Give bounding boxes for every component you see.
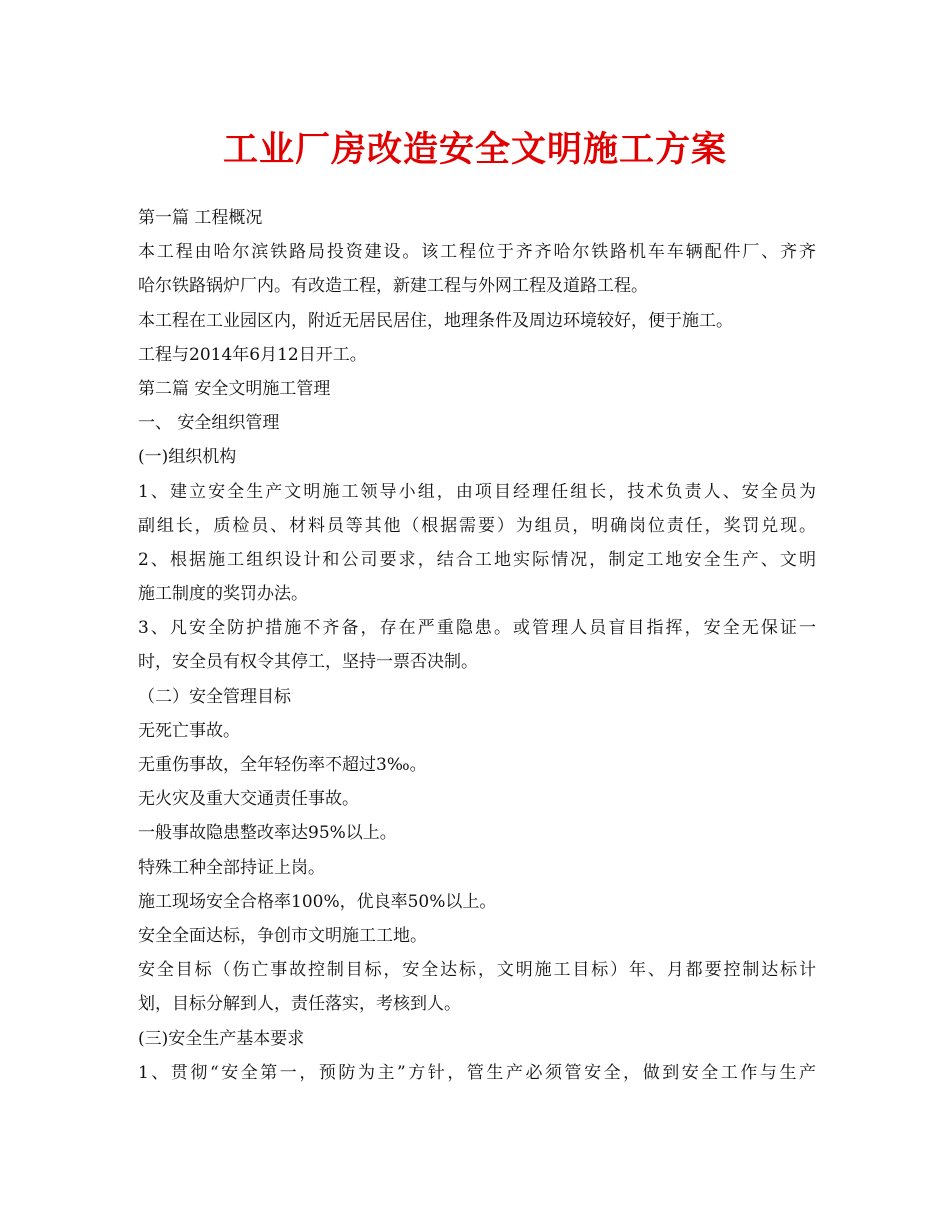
paragraph-line: 施工现场安全合格率100%，优良率50%以上。 bbox=[138, 891, 497, 912]
subsection-heading: （二）安全管理目标 bbox=[138, 686, 291, 707]
paragraph-line: 2、根据施工组织设计和公司要求，结合工地实际情况，制定工地安全生产、文明 bbox=[138, 549, 816, 570]
document-body bbox=[138, 201, 816, 1090]
paragraph-line: 副组长，质检员、材料员等其他（根据需要）为组员，明确岗位责任，奖罚兑现。 bbox=[138, 515, 816, 536]
paragraph-line: 施工制度的奖罚办法。 bbox=[138, 584, 308, 605]
paragraph-line: 无死亡事故。 bbox=[138, 720, 240, 741]
section-heading: 第一篇 工程概况 bbox=[138, 208, 263, 228]
paragraph-line: 哈尔铁路锅炉厂内。有改造工程，新建工程与外网工程及道路工程。 bbox=[138, 276, 648, 297]
paragraph-line: 时，安全员有权令其停工，坚持一票否决制。 bbox=[138, 652, 478, 673]
paragraph-line: 划，目标分解到人，责任落实，考核到人。 bbox=[138, 994, 461, 1015]
paragraph-line: 1、建立安全生产文明施工领导小组，由项目经理任组长，技术负责人、安全员为 bbox=[138, 481, 816, 502]
document-title: 工业厂房改造安全文明施工方案 bbox=[222, 129, 727, 170]
paragraph-line: 安全目标（伤亡事故控制目标，安全达标，文明施工目标）年、月都要控制达标计 bbox=[138, 960, 816, 981]
paragraph-line: 1、贯彻“安全第一，预防为主”方针，管生产必须管安全，做到安全工作与生产 bbox=[138, 1062, 816, 1083]
subsection-heading: (三)安全生产基本要求 bbox=[138, 1028, 305, 1049]
paragraph-line: 本工程由哈尔滨铁路局投资建设。该工程位于齐齐哈尔铁路机车车辆配件厂、齐齐 bbox=[138, 242, 816, 263]
paragraph-line: 无重伤事故，全年轻伤率不超过3‰。 bbox=[138, 755, 427, 775]
paragraph-line: 特殊工种全部持证上岗。 bbox=[138, 857, 325, 878]
paragraph-line: 工程与2014年6月12日开工。 bbox=[138, 344, 367, 365]
subsection-heading: (一)组织机构 bbox=[138, 447, 237, 468]
paragraph-line: 一般事故隐患整改率达95%以上。 bbox=[138, 823, 397, 844]
paragraph-line: 安全全面达标，争创市文明施工工地。 bbox=[138, 925, 427, 946]
paragraph-line: 3、凡安全防护措施不齐备，存在严重隐患。或管理人员盲目指挥，安全无保证一 bbox=[138, 618, 816, 639]
section-heading: 第二篇 安全文明施工管理 bbox=[138, 378, 331, 399]
subsection-heading: 一、 安全组织管理 bbox=[138, 413, 280, 434]
paragraph-line: 无火灾及重大交通责任事故。 bbox=[138, 789, 359, 810]
paragraph-line: 本工程在工业园区内，附近无居民居住，地理条件及周边环境较好，便于施工。 bbox=[138, 310, 733, 331]
